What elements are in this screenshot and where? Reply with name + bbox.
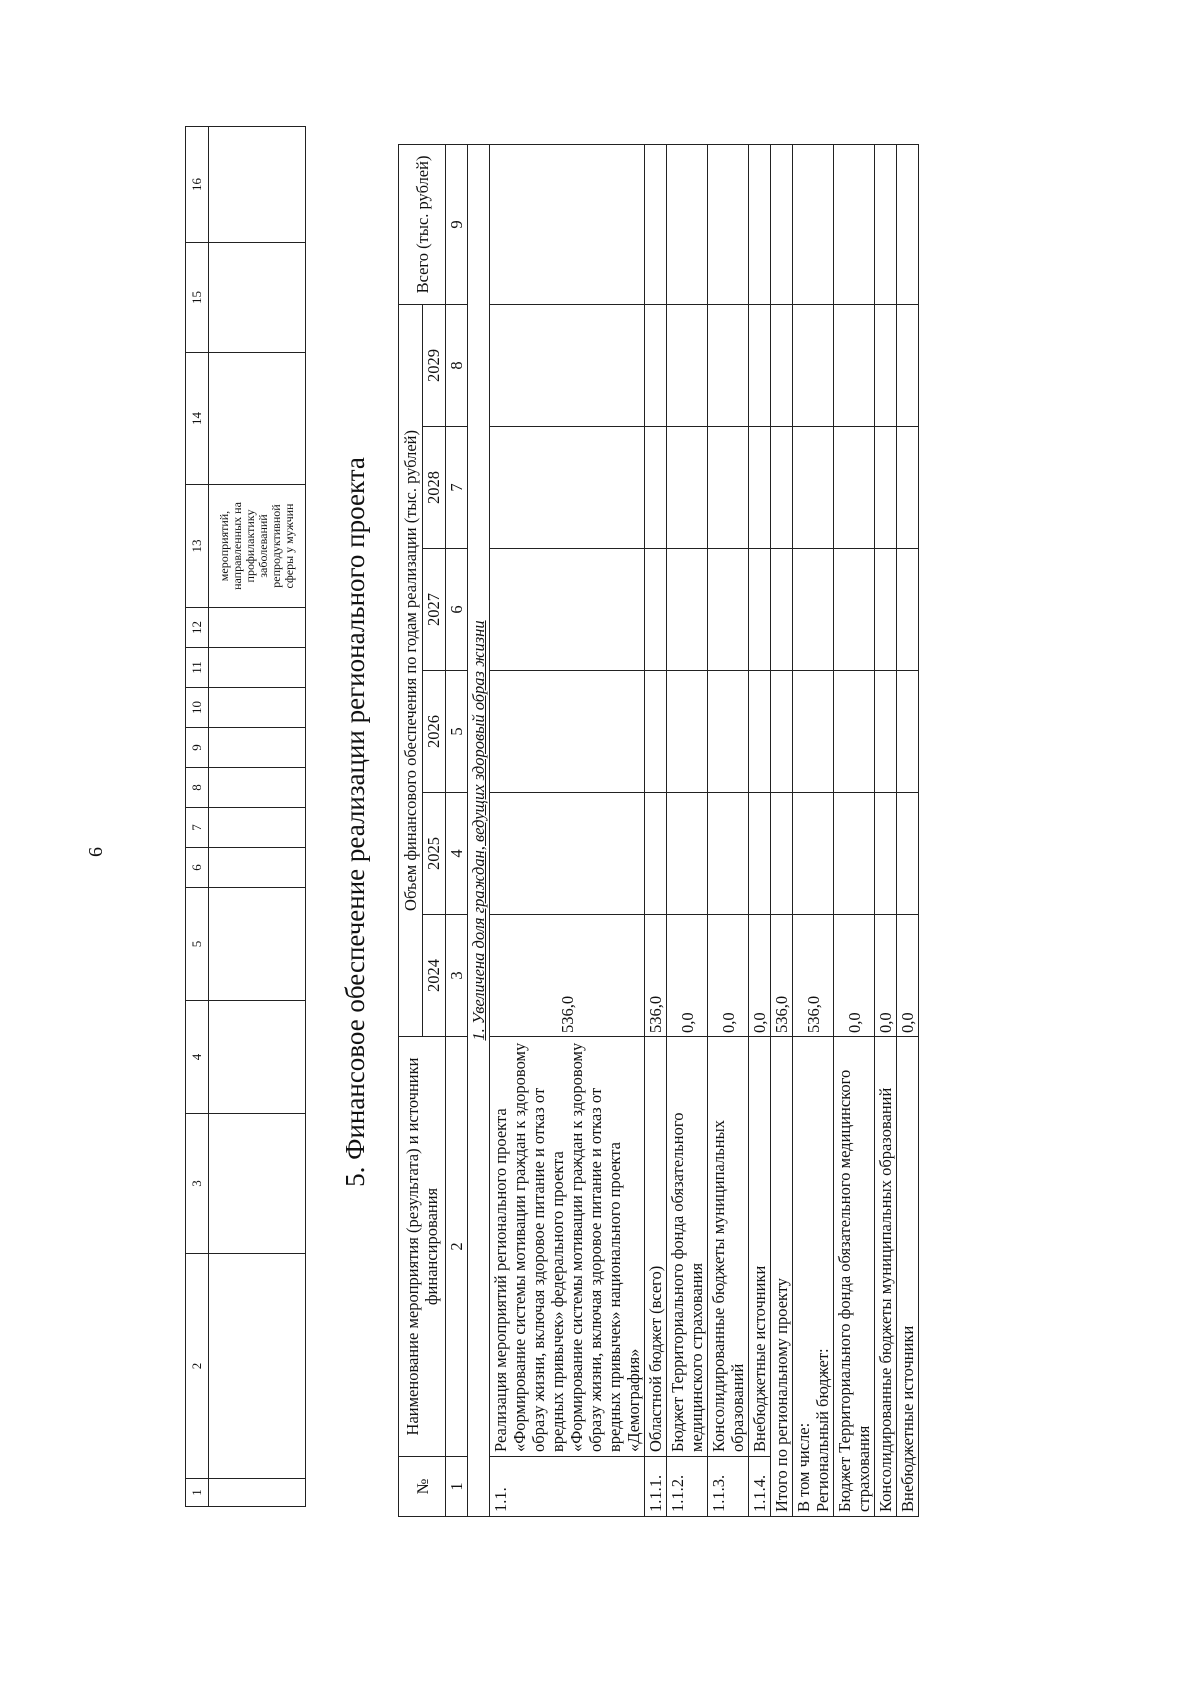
table-cell bbox=[209, 728, 306, 768]
table-cell bbox=[834, 793, 875, 915]
table-cell bbox=[209, 1114, 306, 1254]
total-label: Итого по региональному проекту bbox=[771, 1037, 793, 1517]
table-cell bbox=[749, 549, 771, 671]
table-cell bbox=[771, 427, 793, 549]
total-row bbox=[771, 144, 793, 1516]
regional-2024: 536,0 bbox=[793, 915, 834, 1037]
year-cell: 2027 bbox=[422, 549, 446, 671]
col-num: 1 bbox=[186, 1479, 209, 1507]
table-cell bbox=[209, 1479, 306, 1507]
col-num: 4 bbox=[186, 1001, 209, 1114]
section-heading: 5. Финансовое обеспечение реализации регионального проекта bbox=[340, 457, 370, 1187]
year-cell: 2026 bbox=[422, 671, 446, 793]
row-num: 1.1.1. bbox=[645, 1457, 667, 1517]
section-row bbox=[468, 144, 490, 1516]
table-cell bbox=[209, 127, 306, 243]
col-num: 13 bbox=[186, 485, 209, 608]
col-num: 9 bbox=[186, 728, 209, 768]
col13-line: репродуктивной bbox=[269, 504, 283, 588]
table-cell bbox=[708, 304, 749, 426]
col-num: 7 bbox=[186, 808, 209, 848]
table-cell bbox=[645, 793, 667, 915]
col-num: 6 bbox=[186, 848, 209, 888]
col-number: 8 bbox=[446, 304, 468, 426]
table-cell bbox=[209, 768, 306, 808]
table-cell bbox=[749, 793, 771, 915]
table-cell bbox=[749, 144, 771, 304]
table-cell bbox=[708, 549, 749, 671]
table-cell bbox=[897, 427, 919, 549]
value-2024: 536,0 bbox=[645, 915, 667, 1037]
finance-table bbox=[398, 144, 919, 1517]
table-cell bbox=[209, 1254, 306, 1479]
header-num: № bbox=[399, 1457, 446, 1517]
table-cell bbox=[897, 549, 919, 671]
table-cell bbox=[209, 688, 306, 728]
col13-cell bbox=[209, 485, 306, 608]
table-cell bbox=[834, 671, 875, 793]
continuation-body-row bbox=[209, 127, 306, 1507]
table-cell bbox=[875, 304, 897, 426]
table-cell bbox=[490, 549, 645, 671]
table-cell bbox=[490, 793, 645, 915]
table-cell bbox=[490, 304, 645, 426]
row-num: 1.1.4. bbox=[749, 1457, 771, 1517]
including-row bbox=[793, 144, 834, 1516]
including-line: В том числе: bbox=[794, 1422, 813, 1512]
table-cell bbox=[793, 427, 834, 549]
table-row bbox=[490, 144, 645, 1516]
col-number: 9 bbox=[446, 144, 468, 304]
col-num: 8 bbox=[186, 768, 209, 808]
row-num: 1.1.2. bbox=[667, 1457, 708, 1517]
value-2024: 0,0 bbox=[875, 915, 897, 1037]
table-cell bbox=[875, 144, 897, 304]
year-cell: 2025 bbox=[422, 793, 446, 915]
col-num: 12 bbox=[186, 608, 209, 648]
table-cell bbox=[209, 1001, 306, 1114]
col-num: 2 bbox=[186, 1254, 209, 1479]
row-name: Областной бюджет (всего) bbox=[645, 1037, 667, 1457]
row-num: 1.1. bbox=[490, 1457, 645, 1517]
table-cell bbox=[793, 549, 834, 671]
table-cell bbox=[771, 671, 793, 793]
table-cell bbox=[771, 304, 793, 426]
col-number: 2 bbox=[446, 1037, 468, 1457]
col-num: 10 bbox=[186, 688, 209, 728]
row-name: Внебюджетные источники bbox=[897, 1037, 919, 1517]
row-name: Бюджет Территориального фонда обязательного медицинского страхования bbox=[834, 1037, 875, 1517]
table-cell bbox=[667, 793, 708, 915]
total-2024: 536,0 bbox=[771, 915, 793, 1037]
header-volume: Объем финансового обеспечения по годам реализации (тыс. рублей) bbox=[399, 304, 423, 1036]
table-cell bbox=[209, 648, 306, 688]
table-cell bbox=[209, 888, 306, 1001]
including-label bbox=[793, 1037, 834, 1517]
table-cell bbox=[708, 671, 749, 793]
table-cell bbox=[793, 304, 834, 426]
table-cell bbox=[897, 671, 919, 793]
table-cell bbox=[749, 671, 771, 793]
table-cell bbox=[771, 144, 793, 304]
col-num: 14 bbox=[186, 353, 209, 485]
col-number: 5 bbox=[446, 671, 468, 793]
value-2024: 0,0 bbox=[897, 915, 919, 1037]
table-cell bbox=[793, 671, 834, 793]
table-cell bbox=[490, 671, 645, 793]
row-name: Реализация мероприятий регионального проекта «Формирование системы мотивации граждан к здоровому образу жизни, включая здоровое питание и отказ от вредных привычек» федерального проекта «Формирование системы мотивации граждан к здоровому образу жизни, включая здоровое питание и отказ от вредных привычек» национального проекта «Демография» bbox=[490, 1037, 645, 1457]
table-cell bbox=[667, 671, 708, 793]
value-2024: 536,0 bbox=[490, 915, 645, 1037]
col-num: 11 bbox=[186, 648, 209, 688]
col13-line: сферы у мужчин bbox=[282, 503, 296, 589]
table-cell bbox=[897, 304, 919, 426]
col-num: 3 bbox=[186, 1114, 209, 1254]
table-cell bbox=[793, 793, 834, 915]
table-cell bbox=[834, 304, 875, 426]
table-cell bbox=[875, 671, 897, 793]
row-name: Консолидированные бюджеты муниципальных образований bbox=[708, 1037, 749, 1457]
table-cell bbox=[875, 793, 897, 915]
table-cell bbox=[834, 549, 875, 671]
table-cell bbox=[490, 144, 645, 304]
table-cell bbox=[897, 793, 919, 915]
table-cell bbox=[749, 304, 771, 426]
col-num: 15 bbox=[186, 243, 209, 353]
col-number: 4 bbox=[446, 793, 468, 915]
table-cell bbox=[645, 549, 667, 671]
table-row bbox=[708, 144, 749, 1516]
table-row bbox=[897, 144, 919, 1516]
col-number: 1 bbox=[446, 1457, 468, 1517]
value-2024: 0,0 bbox=[667, 915, 708, 1037]
value-2024: 0,0 bbox=[834, 915, 875, 1037]
table-cell bbox=[645, 304, 667, 426]
table-row bbox=[834, 144, 875, 1516]
table-cell bbox=[667, 549, 708, 671]
table-row bbox=[749, 144, 771, 1516]
row-name: Консолидированные бюджеты муниципальных образований bbox=[875, 1037, 897, 1517]
table-cell bbox=[771, 793, 793, 915]
header-name: Наименование мероприятия (результата) и источники финансирования bbox=[399, 1037, 446, 1457]
table-cell bbox=[875, 549, 897, 671]
regional-budget-label: Региональный бюджет: bbox=[813, 1348, 832, 1512]
table-cell bbox=[209, 808, 306, 848]
value-2024: 0,0 bbox=[749, 915, 771, 1037]
row-num: 1.1.3. bbox=[708, 1457, 749, 1517]
table-cell bbox=[667, 304, 708, 426]
table-cell bbox=[834, 427, 875, 549]
table-row bbox=[875, 144, 897, 1516]
table-cell bbox=[645, 671, 667, 793]
column-number-row bbox=[446, 144, 468, 1516]
table-cell bbox=[209, 353, 306, 485]
col-number: 3 bbox=[446, 915, 468, 1037]
col-number: 6 bbox=[446, 549, 468, 671]
table-cell bbox=[667, 144, 708, 304]
col13-line: мероприятий, bbox=[217, 510, 231, 582]
table-cell bbox=[749, 427, 771, 549]
table-cell bbox=[834, 144, 875, 304]
table-cell bbox=[645, 427, 667, 549]
table-cell bbox=[771, 549, 793, 671]
table-row bbox=[645, 144, 667, 1516]
col-num: 5 bbox=[186, 888, 209, 1001]
table-cell bbox=[793, 144, 834, 304]
table-cell bbox=[209, 608, 306, 648]
year-cell: 2029 bbox=[422, 304, 446, 426]
value-2024: 0,0 bbox=[708, 915, 749, 1037]
table-row bbox=[667, 144, 708, 1516]
continuation-table bbox=[185, 126, 306, 1507]
table-cell bbox=[897, 144, 919, 304]
col-num: 16 bbox=[186, 127, 209, 243]
section-label-text: 1. Увеличена доля граждан, ведущих здоровый образ жизни bbox=[469, 620, 488, 1041]
table-cell bbox=[667, 427, 708, 549]
year-cell: 2024 bbox=[422, 915, 446, 1037]
table-cell bbox=[708, 427, 749, 549]
table-cell bbox=[875, 427, 897, 549]
header-total: Всего (тыс. рублей) bbox=[399, 144, 446, 304]
page-number: 6 bbox=[85, 847, 107, 857]
table-cell bbox=[490, 427, 645, 549]
header-row-1 bbox=[399, 144, 423, 1516]
table-cell bbox=[708, 144, 749, 304]
year-cell: 2028 bbox=[422, 427, 446, 549]
table-cell bbox=[209, 243, 306, 353]
table-cell bbox=[708, 793, 749, 915]
col13-line: направленных на bbox=[230, 502, 244, 590]
table-cell bbox=[645, 144, 667, 304]
table-cell bbox=[209, 848, 306, 888]
row-name: Бюджет Территориального фонда обязательного медицинского страхования bbox=[667, 1037, 708, 1457]
col13-line: профилактику bbox=[243, 509, 257, 583]
col13-line: заболеваний bbox=[256, 514, 270, 578]
continuation-header-row bbox=[186, 127, 209, 1507]
row-name: Внебюджетные источники bbox=[749, 1037, 771, 1457]
col-number: 7 bbox=[446, 427, 468, 549]
section-label bbox=[468, 144, 490, 1516]
